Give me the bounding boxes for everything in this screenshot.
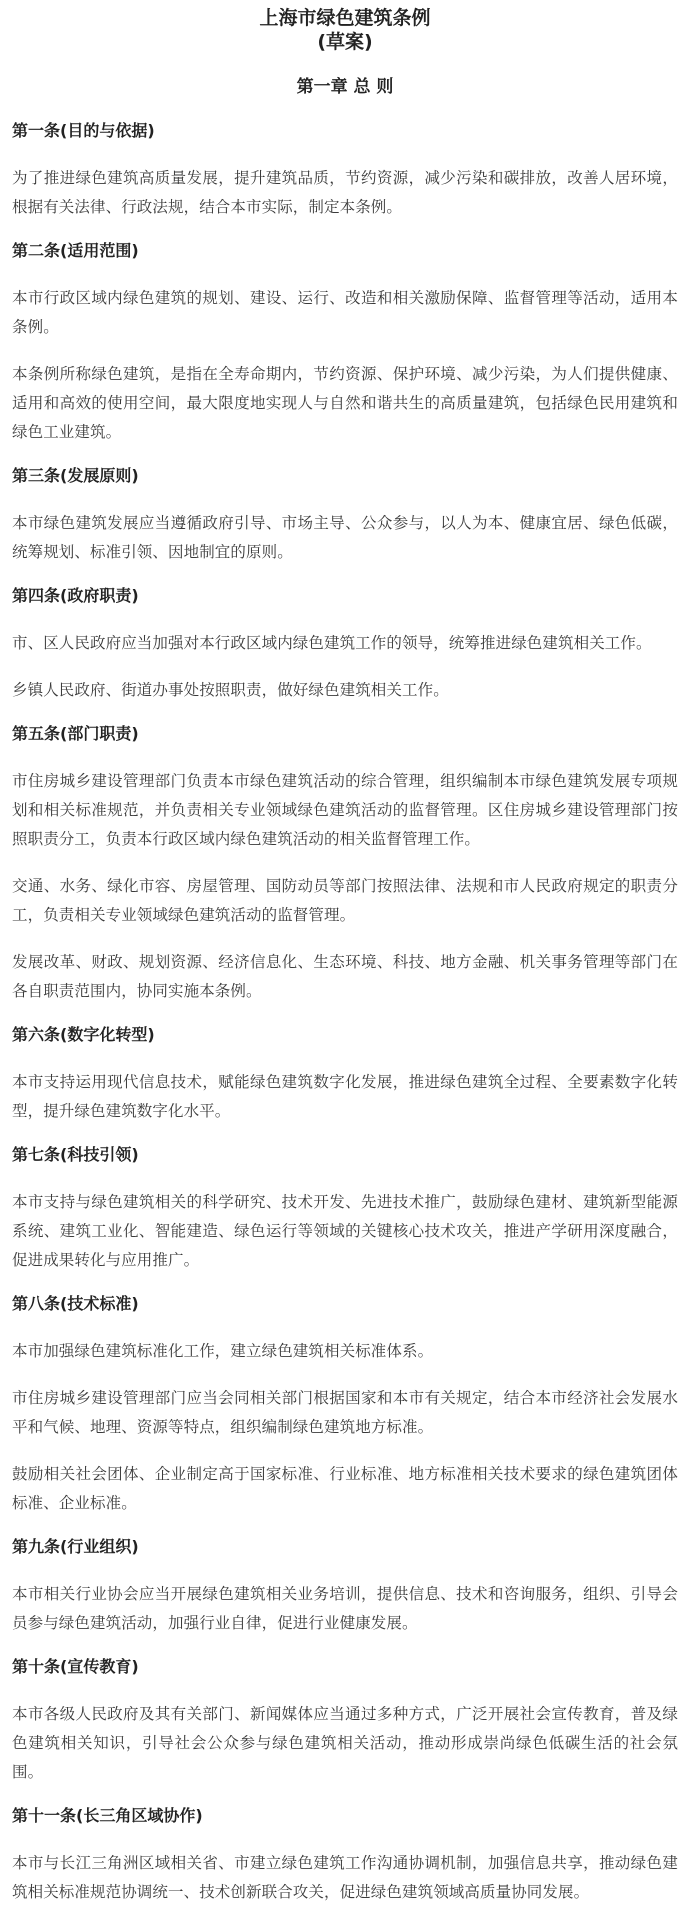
article-paragraph: 市住房城乡建设管理部门负责本市绿色建筑活动的综合管理，组织编制本市绿色建筑发展专项规划和相关标准规范，并负责相关专业领域绿色建筑活动的监督管理。区住房城乡建设管理部门按照职责分工，负责本行政区域内绿色建筑活动的相关监督管理工作。 xyxy=(12,772,678,848)
article-paragraph: 本市相关行业协会应当开展绿色建筑相关业务培训，提供信息、技术和咨询服务，组织、引导会员参与绿色建筑活动，加强行业自律，促进行业健康发展。 xyxy=(12,1585,678,1632)
article-paragraph: 发展改革、财政、规划资源、经济信息化、生态环境、科技、地方金融、机关事务管理等部门在各自职责范围内，协同实施本条例。 xyxy=(12,953,678,1000)
articles-list xyxy=(12,120,678,1907)
article-paragraph: 本市行政区域内绿色建筑的规划、建设、运行、改造和相关激励保障、监督管理等活动，适用本条例。 xyxy=(12,289,678,336)
article-paragraph: 本市支持运用现代信息技术，赋能绿色建筑数字化发展，推进绿色建筑全过程、全要素数字化转型，提升绿色建筑数字化水平。 xyxy=(12,1073,678,1120)
article xyxy=(12,465,678,567)
article-paragraph: 交通、水务、绿化市容、房屋管理、国防动员等部门按照法律、法规和市人民政府规定的职责分工，负责相关专业领域绿色建筑活动的监督管理。 xyxy=(12,877,678,924)
article-heading: 第七条(科技引领) xyxy=(12,1145,139,1164)
article-paragraph: 乡镇人民政府、街道办事处按照职责，做好绿色建筑相关工作。 xyxy=(12,681,449,699)
article-paragraph: 鼓励相关社会团体、企业制定高于国家标准、行业标准、地方标准相关技术要求的绿色建筑团体标准、企业标准。 xyxy=(12,1465,678,1512)
article xyxy=(12,1656,678,1787)
article-heading: 第十一条(长三角区域协作) xyxy=(12,1806,203,1825)
article-heading: 第四条(政府职责) xyxy=(12,586,139,605)
document-subtitle: (草案) xyxy=(317,31,373,53)
article-heading: 第一条(目的与依据) xyxy=(12,121,155,140)
article xyxy=(12,1293,678,1518)
article-heading: 第三条(发展原则) xyxy=(12,466,139,485)
article xyxy=(12,120,678,222)
article-paragraph: 本市加强绿色建筑标准化工作，建立绿色建筑相关标准体系。 xyxy=(12,1342,434,1360)
article xyxy=(12,585,678,705)
article-paragraph: 为了推进绿色建筑高质量发展，提升建筑品质，节约资源，减少污染和碳排放，改善人居环境，根据有关法律、行政法规，结合本市实际，制定本条例。 xyxy=(12,169,678,216)
article-heading: 第二条(适用范围) xyxy=(12,241,139,260)
chapter-title: 第一章 总 则 xyxy=(296,77,394,97)
article-paragraph: 本市支持与绿色建筑相关的科学研究、技术开发、先进技术推广，鼓励绿色建材、建筑新型能源系统、建筑工业化、智能建造、绿色运行等领域的关键核心技术攻关，推进产学研用深度融合，促进成果转化与应用推广。 xyxy=(12,1193,678,1269)
article xyxy=(12,240,678,447)
article-paragraph: 本条例所称绿色建筑，是指在全寿命期内，节约资源、保护环境、减少污染，为人们提供健康、适用和高效的使用空间，最大限度地实现人与自然和谐共生的高质量建筑，包括绿色民用建筑和绿色工业建筑。 xyxy=(12,365,678,441)
article xyxy=(12,1805,678,1907)
article-heading: 第十条(宣传教育) xyxy=(12,1657,139,1676)
article xyxy=(12,1536,678,1638)
article xyxy=(12,1144,678,1275)
document-title: 上海市绿色建筑条例 xyxy=(259,7,431,29)
article-paragraph: 市住房城乡建设管理部门应当会同相关部门根据国家和本市有关规定，结合本市经济社会发展水平和气候、地理、资源等特点，组织编制绿色建筑地方标准。 xyxy=(12,1389,678,1436)
article-paragraph: 市、区人民政府应当加强对本行政区域内绿色建筑工作的领导，统筹推进绿色建筑相关工作。 xyxy=(12,634,652,652)
article-heading: 第六条(数字化转型) xyxy=(12,1025,155,1044)
article xyxy=(12,1024,678,1126)
article-heading: 第五条(部门职责) xyxy=(12,724,139,743)
article-heading: 第九条(行业组织) xyxy=(12,1537,139,1556)
article xyxy=(12,723,678,1006)
article-paragraph: 本市与长江三角洲区域相关省、市建立绿色建筑工作沟通协调机制，加强信息共享，推动绿色建筑相关标准规范协调统一、技术创新联合攻关，促进绿色建筑领域高质量协同发展。 xyxy=(12,1854,678,1901)
article-paragraph: 本市绿色建筑发展应当遵循政府引导、市场主导、公众参与，以人为本、健康宜居、绿色低碳，统筹规划、标准引领、因地制宜的原则。 xyxy=(12,514,678,561)
article-paragraph: 本市各级人民政府及其有关部门、新闻媒体应当通过多种方式，广泛开展社会宣传教育，普及绿色建筑相关知识，引导社会公众参与绿色建筑相关活动，推动形成崇尚绿色低碳生活的社会氛围。 xyxy=(12,1705,678,1781)
article-heading: 第八条(技术标准) xyxy=(12,1294,139,1313)
